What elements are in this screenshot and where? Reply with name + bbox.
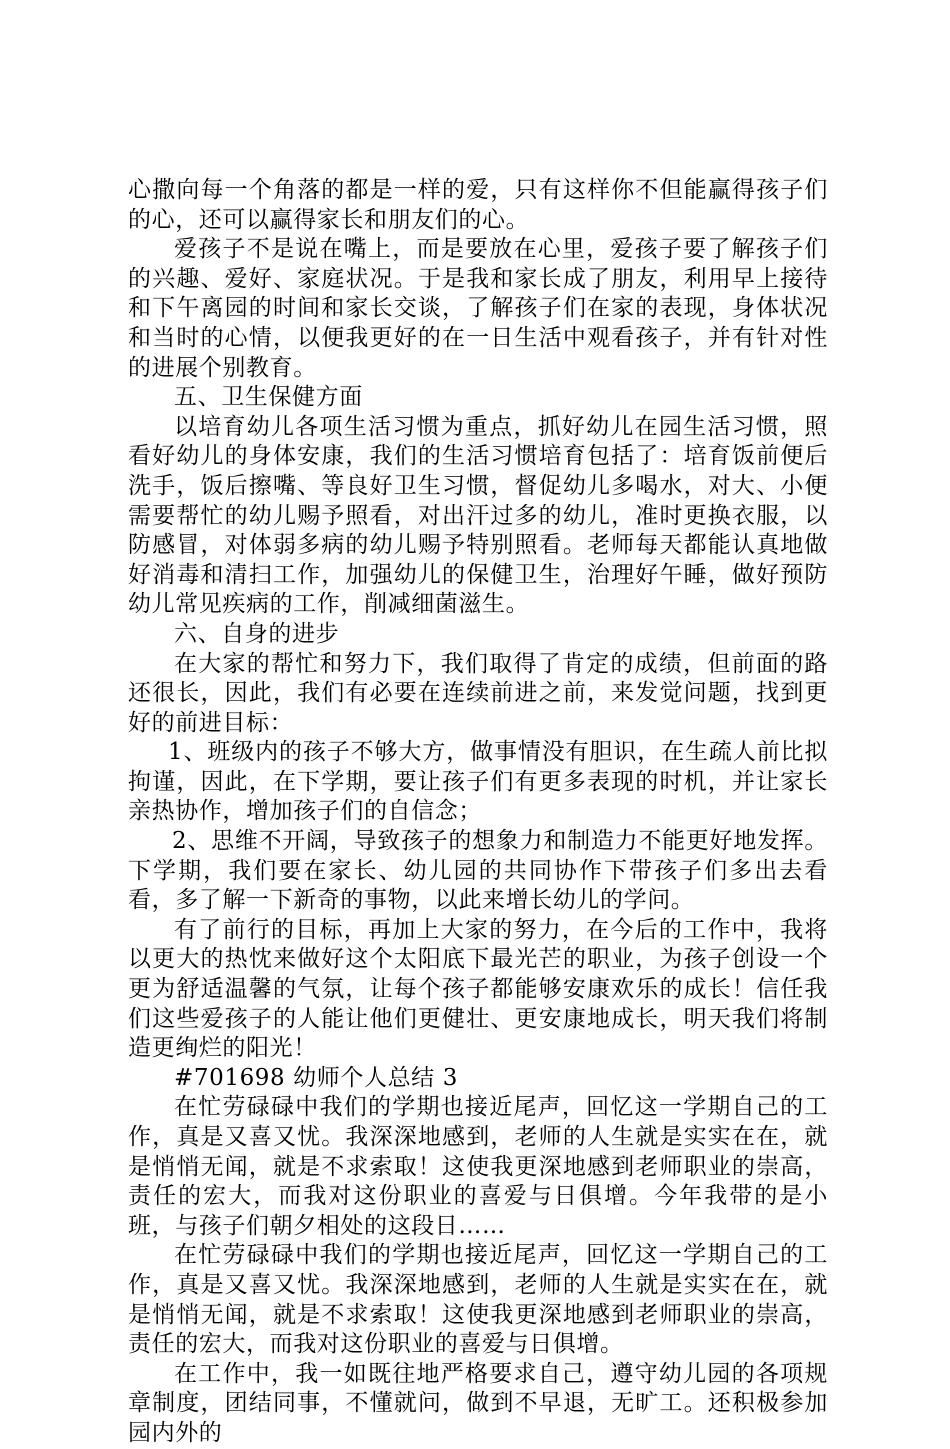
paragraph: 在忙劳碌碌中我们的学期也接近尾声，回忆这一学期自己的工作，真是又喜又忧。我深深地感到，老师的人生就是实实在在，就是悄悄无闻，就是不求索取！这使我更深地感到老师职业的崇高，责任的宏大，而我对这份职业的喜爱与日俱增。今年我带的是小班，与孩子们朝夕相处的这段日……: [128, 1094, 828, 1239]
paragraph: 有了前行的目标，再加上大家的努力，在今后的工作中，我将以更大的热忱来做好这个太阳底下最光芒的职业，为孩子创设一个更为舒适温馨的气氛，让每个孩子都能够安康欢乐的成长！信任我们这些爱孩子的人能让他们更健壮、更安康地成长，明天我们将制造更绚烂的阳光！: [128, 916, 828, 1062]
paragraph: 爱孩子不是说在嘴上，而是要放在心里，爱孩子要了解孩子们的兴趣、爱好、家庭状况。于是我和家长成了朋友，利用早上接待和下午离园的时间和家长交谈，了解孩子们在家的表现，身体状况和当时的心情，以便我更好的在一日生活中观看孩子，并有针对性的进展个别教育。: [128, 236, 828, 381]
paragraph: 心撒向每一个角落的都是一样的爱，只有这样你不但能赢得孩子们的心，还可以赢得家长和朋友们的心。: [128, 177, 828, 233]
section-heading: 六、自身的进步: [174, 620, 340, 647]
list-item: 2、思维不开阔，导致孩子的想象力和制造力不能更好地发挥。下学期，我们要在家长、幼儿园的共同协作下带孩子们多出去看看，多了解一下新奇的事物，以此来增长幼儿的学问。: [128, 828, 828, 914]
paragraph: 以培育幼儿各项生活习惯为重点，抓好幼儿在园生活习惯，照看好幼儿的身体安康，我们的生活习惯培育包括了：培育饭前便后洗手，饭后擦嘴、等良好卫生习惯，督促幼儿多喝水，对大、小便需要帮忙的幼儿赐予照看，对出汗过多的幼儿，准时更换衣服，以防感冒，对体弱多病的幼儿赐予特别照看。老师每天都能认真地做好消毒和清扫工作，加强幼儿的保健卫生，治理好午睡，做好预防幼儿常见疾病的工作，削减细菌滋生。: [128, 413, 828, 618]
section-heading: 五、卫生保健方面: [174, 384, 363, 411]
paragraph: 在大家的帮忙和努力下，我们取得了肯定的成绩，但前面的路还很长，因此，我们有必要在连续前进之前，来发觉问题，找到更好的前进目标：: [128, 650, 828, 736]
paragraph: 在忙劳碌碌中我们的学期也接近尾声，回忆这一学期自己的工作，真是又喜又忧。我深深地感到，老师的人生就是实实在在，就是悄悄无闻，就是不求索取！这使我更深地感到老师职业的崇高，责任的宏大，而我对这份职业的喜爱与日俱增。: [128, 1242, 828, 1358]
list-item: 1、班级内的孩子不够大方，做事情没有胆识，在生疏人前比拟拘谨，因此，在下学期，要让孩子们有更多表现的时机，并让家长亲热协作，增加孩子们的自信念；: [128, 739, 828, 825]
paragraph: 在工作中，我一如既往地严格要求自己，遵守幼儿园的各项规章制度，团结同事，不懂就问，做到不早退，无旷工。还积极参加园内外的: [128, 1360, 828, 1446]
article-title: #701698 幼师个人总结 3: [174, 1064, 458, 1091]
document-body: [128, 176, 828, 1449]
